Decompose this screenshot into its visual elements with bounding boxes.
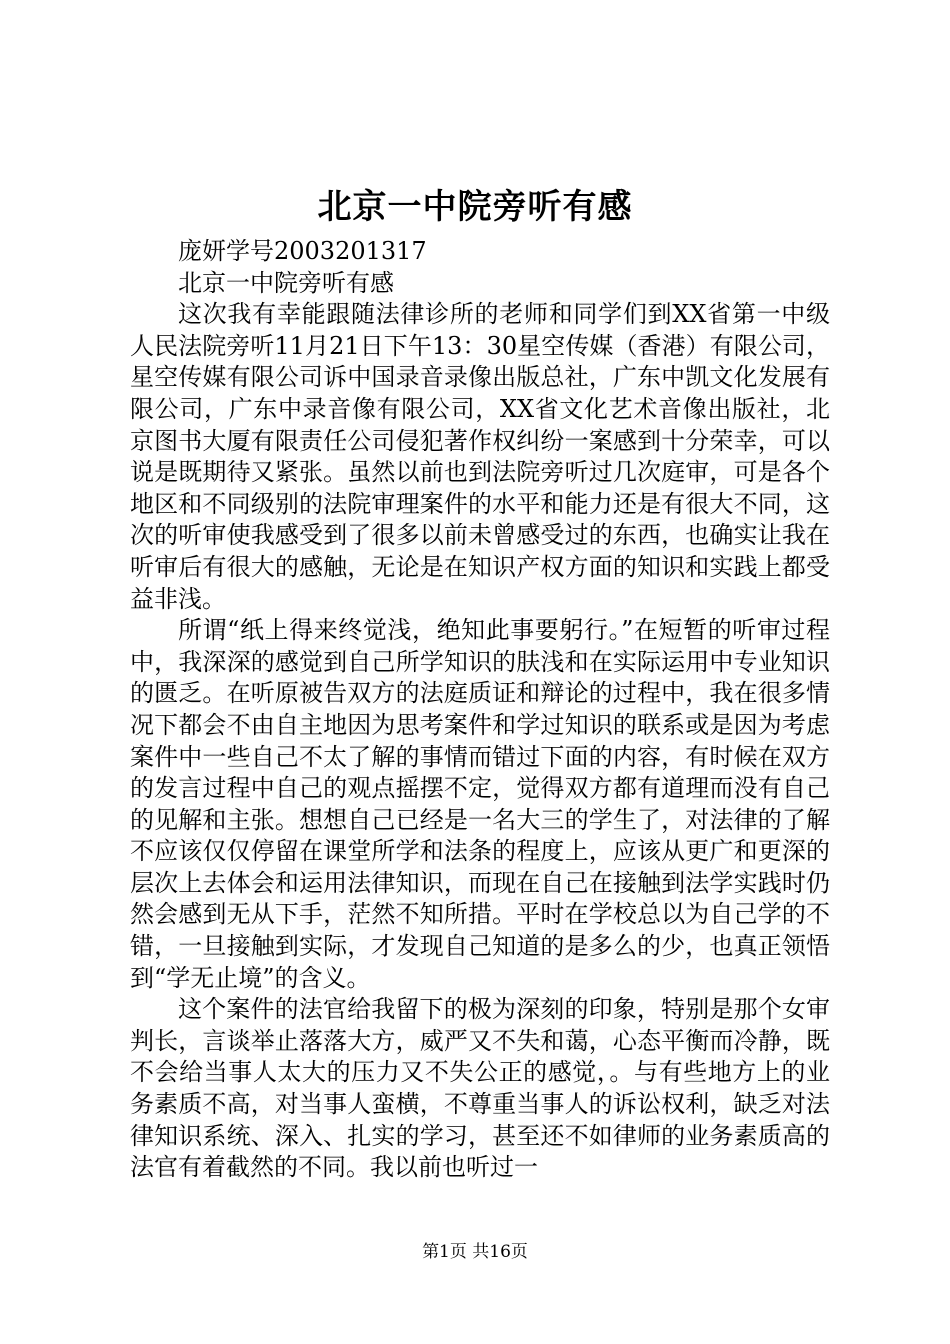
document-title: 北京一中院旁听有感	[317, 187, 633, 227]
paragraph: 所谓“纸上得来终觉浅，绝知此事要躬行。”在短暂的听审过程中，我深深的感觉到自己所学知识的肤浅和在实际运用中专业知识的匮乏。在听原被告双方的法庭质证和辩论的过程中，我在很多情况下都会不由自主地因为思考案件和学过知识的联系或是因为考虑案件中一些自己不太了解的事情而错过下面的内容，有时候在双方的发言过程中自己的观点摇摆不定，觉得双方都有道理而没有自己的见解和主张。想想自己已经是一名大三的学生了，对法律的了解不应该仅仅停留在课堂所学和法条的程度上，应该从更广和更深的层次上去体会和运用法律知识，而现在自己在接触到法学实践时仍然会感到无从下手，茫然不知所措。平时在学校总以为自己学的不错，一旦接触到实际，才发现自己知道的是多么的少，也真正领悟到“学无止境”的含义。	[130, 616, 830, 992]
document-body	[130, 236, 830, 1184]
subtitle: 北京一中院旁听有感	[178, 268, 394, 297]
paragraph: 这个案件的法官给我留下的极为深刻的印象，特别是那个女审判长，言谈举止落落大方，威严又不失和蔼，心态平衡而冷静，既不会给当事人太大的压力又不失公正的感觉，。与有些地方上的业务素质不高，对当事人蛮横，不尊重当事人的诉讼权利，缺乏对法律知识系统、深入、扎实的学习，甚至还不如律师的业务素质高的法官有着截然的不同。我以前也听过一	[130, 995, 830, 1182]
paragraph: 这次我有幸能跟随法律诊所的老师和同学们到XX省第一中级人民法院旁听11月21日下午13：30星空传媒（香港）有限公司，星空传媒有限公司诉中国录音录像出版总社，广东中凯文化发展有限公司，广东中录音像有限公司，XX省文化艺术音像出版社，北京图书大厦有限责任公司侵犯著作权纠纷一案感到十分荣幸，可以说是既期待又紧张。虽然以前也到法院旁听过几次庭审，可是各个地区和不同级别的法院审理案件的水平和能力还是有很大不同，这次的听审使我感受到了很多以前未曾感受过的东西，也确实让我在听审后有很大的感触，无论是在知识产权方面的知识和实践上都受益非浅。	[130, 300, 830, 613]
author-line: 庞妍学号2003201317	[178, 237, 427, 265]
page-footer: 第1页 共16页	[422, 1242, 528, 1262]
